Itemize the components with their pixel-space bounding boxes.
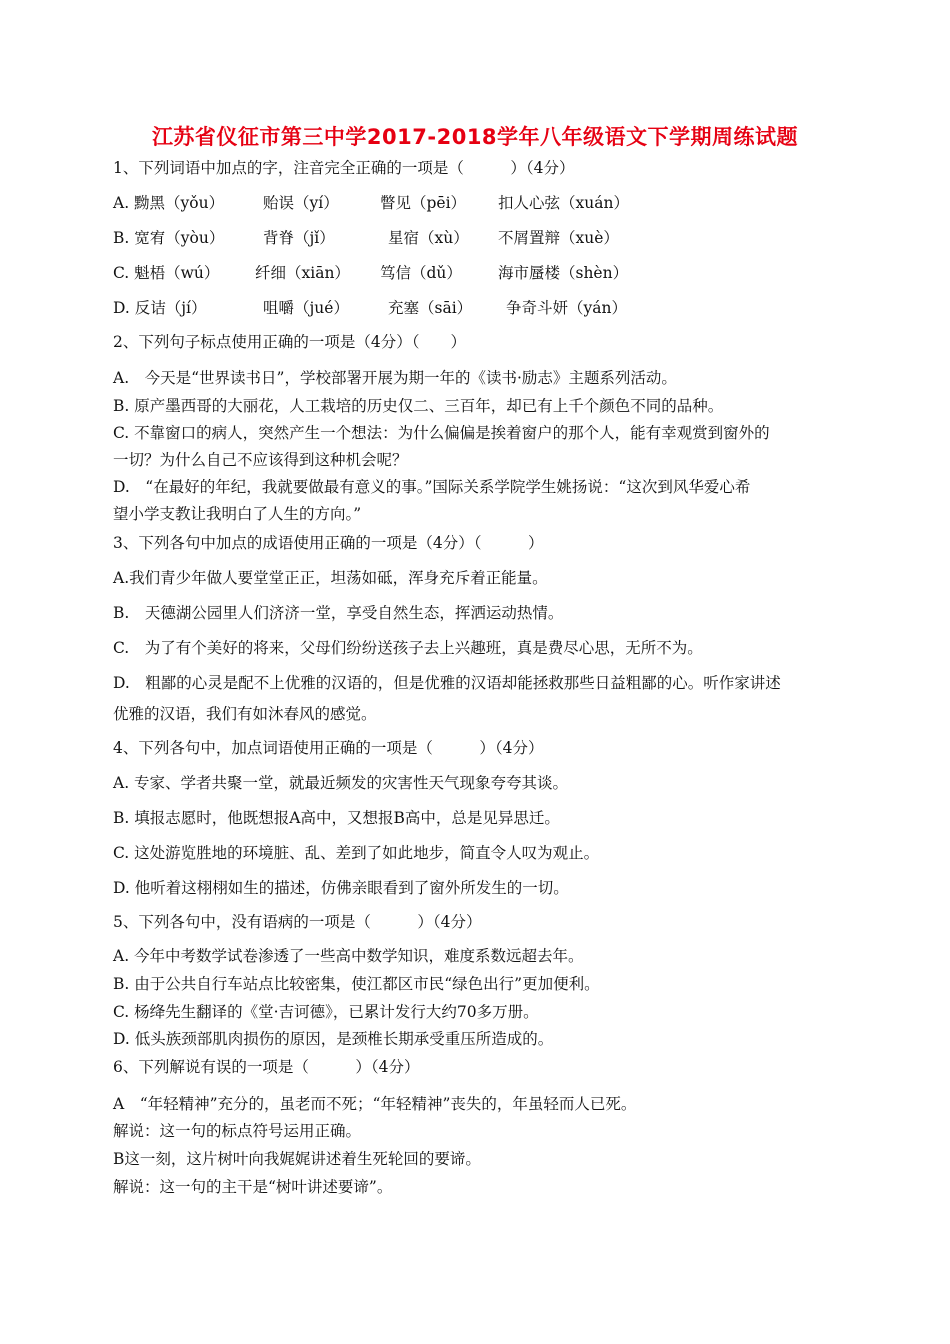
q4-option-b: B. 填报志愿时，他既想报A高中，又想报B高中，总是见异思迁。 bbox=[113, 809, 560, 827]
q1-stem: 1、下列词语中加点的字，注音完全正确的一项是（ ）（4分） bbox=[113, 159, 575, 177]
q4-option-c: C. 这处游览胜地的环境脏、乱、差到了如此地步，简直令人叹为观止。 bbox=[113, 844, 600, 862]
q2-option-c-line1: C. 不靠窗口的病人，突然产生一个想法：为什么偏偏是挨着窗户的那个人，能有幸观赏到窗外的 bbox=[113, 424, 770, 442]
q3-stem: 3、下列各句中加点的成语使用正确的一项是（4分）（ ） bbox=[113, 534, 544, 552]
q1-a-item-3: 瞥见（pēi） bbox=[380, 194, 467, 212]
q6-option-b-note: 解说：这一句的主干是“树叶讲述要谛”。 bbox=[113, 1178, 393, 1196]
q3-option-a: A.我们青少年做人要堂堂正正，坦荡如砥，浑身充斥着正能量。 bbox=[113, 569, 548, 587]
q1-c-item-1: C. 魁梧（wú） bbox=[113, 264, 220, 282]
q2-stem: 2、下列句子标点使用正确的一项是（4分）（ ） bbox=[113, 333, 466, 351]
q1-a-item-4: 扣人心弦（xuán） bbox=[498, 194, 629, 212]
q2-option-d-line1: D. “在最好的年纪，我就要做最有意义的事。”国际关系学院学生姚扬说：“这次到风华爱心希 bbox=[113, 478, 751, 496]
page-title: 江苏省仪征市第三中学2017-2018学年八年级语文下学期周练试题 bbox=[151, 125, 799, 149]
q1-a-item-1: A. 黝黑（yǒu） bbox=[113, 194, 225, 212]
q3-option-b: B. 天德湖公园里人们济济一堂，享受自然生态，挥洒运动热情。 bbox=[113, 604, 564, 622]
q4-option-a: A. 专家、学者共聚一堂，就最近频发的灾害性天气现象夸夸其谈。 bbox=[113, 774, 569, 792]
q1-a-item-2: 贻误（yí） bbox=[263, 194, 339, 212]
q1-c-item-2: 纤细（xiān） bbox=[255, 264, 350, 282]
q1-b-item-1: B. 宽宥（yòu） bbox=[113, 229, 225, 247]
q5-option-c: C. 杨绛先生翻译的《堂·吉诃德》，已累计发行大约70多万册。 bbox=[113, 1003, 539, 1021]
q5-stem: 5、下列各句中，没有语病的一项是（ ）（4分） bbox=[113, 913, 482, 931]
q2-option-a: A. 今天是“世界读书日”，学校部署开展为期一年的《读书·励志》主题系列活动。 bbox=[113, 369, 677, 387]
q3-option-d-line2: 优雅的汉语，我们有如沐春风的感觉。 bbox=[113, 705, 377, 723]
q5-option-d: D. 低头族颈部肌肉损伤的原因，是颈椎长期承受重压所造成的。 bbox=[113, 1030, 554, 1048]
q1-d-item-1: D. 反诘（jí） bbox=[113, 299, 207, 317]
q1-c-item-3: 笃信（dǔ） bbox=[380, 264, 462, 282]
q3-option-c: C. 为了有个美好的将来，父母们纷纷送孩子去上兴趣班，真是费尽心思，无所不为。 bbox=[113, 639, 703, 657]
q1-d-item-2: 咀嚼（jué） bbox=[263, 299, 349, 317]
q2-option-b: B. 原产墨西哥的大丽花，人工栽培的历史仅二、三百年，却已有上千个颜色不同的品种。 bbox=[113, 397, 724, 415]
q1-c-item-4: 海市蜃楼（shèn） bbox=[498, 264, 629, 282]
q6-option-a: A “年轻精神”充分的，虽老而不死；“年轻精神”丧失的，年虽轻而人已死。 bbox=[113, 1095, 637, 1113]
q6-option-b: B这一刻，这片树叶向我娓娓讲述着生死轮回的要谛。 bbox=[113, 1150, 481, 1168]
q1-b-item-3: 星宿（xù） bbox=[388, 229, 469, 247]
q2-option-d-line2: 望小学支教让我明白了人生的方向。” bbox=[113, 505, 362, 523]
q6-stem: 6、下列解说有误的一项是（ ）（4分） bbox=[113, 1058, 420, 1076]
q1-b-item-2: 背脊（jǐ） bbox=[263, 229, 335, 247]
q2-option-c-line2: 一切？为什么自己不应该得到这种机会呢？ bbox=[113, 451, 408, 469]
q1-d-item-4: 争奇斗妍（yán） bbox=[506, 299, 627, 317]
q1-d-item-3: 充塞（sāi） bbox=[388, 299, 473, 317]
q5-option-a: A. 今年中考数学试卷渗透了一些高中数学知识，难度系数远超去年。 bbox=[113, 947, 584, 965]
q4-option-d: D. 他听着这栩栩如生的描述，仿佛亲眼看到了窗外所发生的一切。 bbox=[113, 879, 569, 897]
q1-b-item-4: 不屑置辩（xuè） bbox=[498, 229, 619, 247]
q5-option-b: B. 由于公共自行车站点比较密集，使江都区市民“绿色出行”更加便利。 bbox=[113, 975, 600, 993]
q4-stem: 4、下列各句中，加点词语使用正确的一项是（ ）（4分） bbox=[113, 739, 544, 757]
q3-option-d-line1: D. 粗鄙的心灵是配不上优雅的汉语的，但是优雅的汉语却能拯救那些日益粗鄙的心。听作家讲述 bbox=[113, 674, 781, 692]
q6-option-a-note: 解说：这一句的标点符号运用正确。 bbox=[113, 1122, 362, 1140]
